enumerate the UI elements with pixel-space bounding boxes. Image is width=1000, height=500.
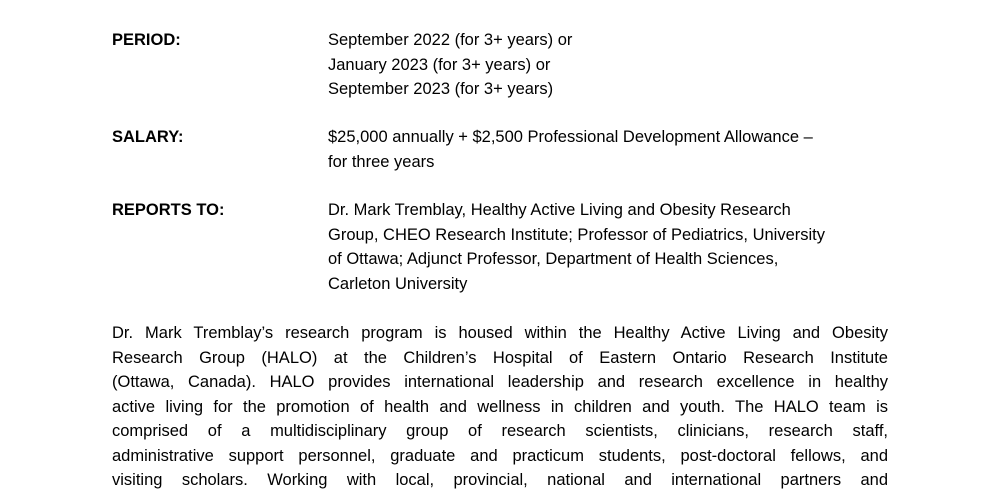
period-label: PERIOD: [112,31,181,49]
paragraph-line: active living for the promotion of health and wellness in children and youth. The HALO team is [112,397,888,416]
salary-label: SALARY: [112,128,184,146]
paragraph-line: Dr. Mark Tremblay’s research program is housed within the Healthy Active Living and Obesity [112,324,888,342]
period-line: January 2023 (for 3+ years) or [328,55,551,74]
reports-to-label: REPORTS TO: [112,201,225,219]
paragraph-line: visiting scholars. Working with local, provincial, national and international partners and [112,471,888,489]
reports-to-line: of Ottawa; Adjunct Professor, Department of Health Sciences, [328,250,779,268]
description-paragraph [112,321,888,493]
paragraph-line: Research Group (HALO) at the Children’s Hospital of Eastern Ontario Research Institute [112,348,888,367]
paragraph-line: administrative support personnel, graduate and practicum students, post-doctoral fellows, and [112,446,888,465]
reports-to-line: Dr. Mark Tremblay, Healthy Active Living and Obesity Research [328,201,791,219]
period-line: September 2022 (for 3+ years) or [328,31,573,49]
reports-to-line: Group, CHEO Research Institute; Professor of Pediatrics, University [328,225,826,244]
salary-line: $25,000 annually + $2,500 Professional Development Allowance – [328,128,813,146]
salary-line: for three years [328,152,435,171]
period-value [328,28,888,102]
reports-to-value [328,198,888,296]
paragraph-line: (Ottawa, Canada). HALO provides international leadership and research excellence in healthy [112,373,888,391]
reports-to-line: Carleton University [328,274,468,293]
period-line: September 2023 (for 3+ years) [328,80,554,98]
salary-value [328,125,888,174]
paragraph-line: comprised of a multidisciplinary group of research scientists, clinicians, research staff, [112,422,888,440]
